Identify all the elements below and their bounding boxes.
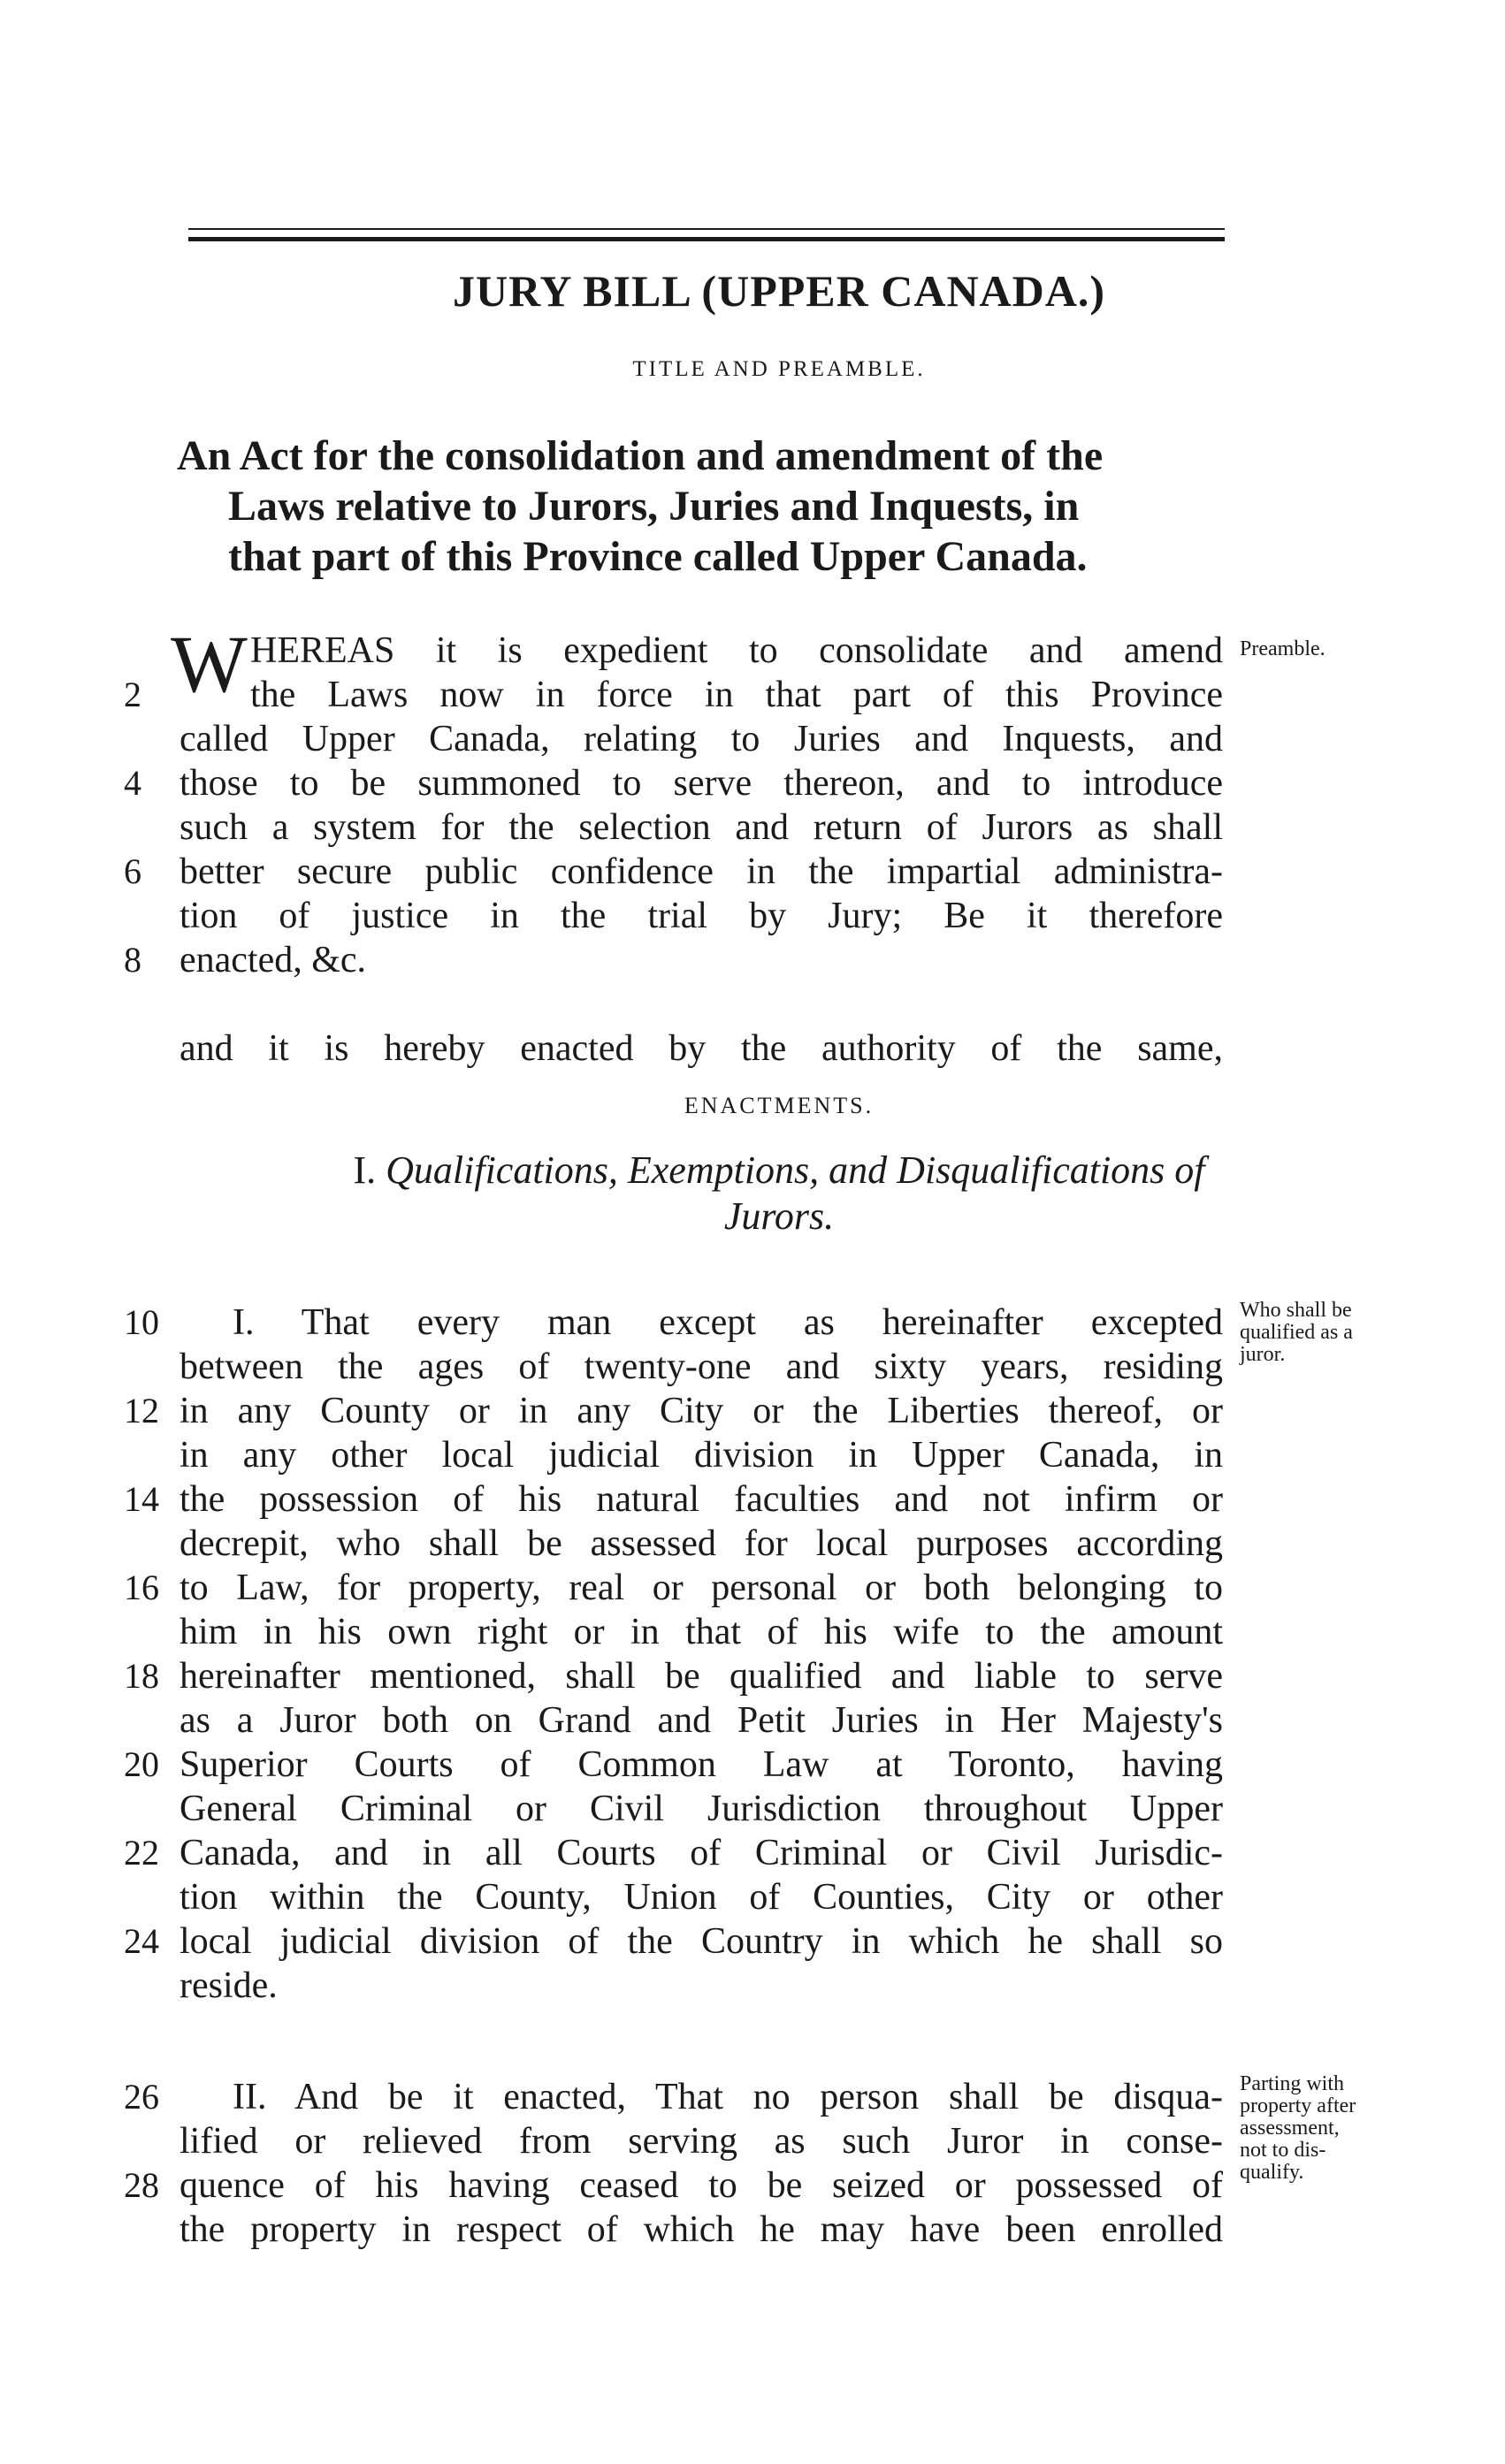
text-line [0,1655,1505,1699]
line-text: hereinafter mentioned, shall be qualified and liable to serve [180,1656,1223,1697]
line-text: the possession of his natural faculties and not infirm or [180,1479,1223,1520]
text-line [0,1478,1505,1522]
line-text: him in his own right or in that of his wife to the amount [180,1612,1223,1652]
margin-note-line: assessment, [1240,2117,1340,2140]
text-line [0,1964,1505,2009]
line-number: 28 [124,2165,159,2205]
margin-note-line: Parting with [1240,2072,1344,2095]
enacting-clause: and it is hereby enacted by the authority of the same, [180,1028,1223,1069]
line-number: 8 [124,940,141,980]
text-line [0,2076,1505,2120]
line-text: decrepit, who shall be assessed for local purposes according [180,1523,1223,1564]
text-line [0,1699,1505,1743]
line-number: 24 [124,1921,159,1961]
line-number: 14 [124,1479,159,1519]
enactments-heading: ENACTMENTS. [684,1093,875,1118]
preamble-drop-cap: W [171,619,248,709]
text-line [0,1027,1505,1072]
text-line [0,1920,1505,1964]
line-text: Superior Courts of Common Law at Toronto, having [180,1744,1223,1785]
line-number: 12 [124,1391,159,1430]
margin-note-line: Who shall be [1240,1299,1352,1322]
line-text: in any County or in any City or the Liberties thereof, or [180,1391,1223,1431]
line-text: lified or relieved from serving as such Juror in conse- [180,2121,1223,2162]
line-number: 18 [124,1656,159,1696]
text-line [0,1876,1505,1920]
text-line [0,2208,1505,2253]
line-text: General Criminal or Civil Jurisdiction throughout Upper [180,1789,1223,1829]
line-text: the Laws now in force in that part of this Province [250,675,1223,715]
line-text: those to be summoned to serve thereon, and to introduce [180,763,1223,804]
text-line [0,895,1505,939]
document-subtitle: TITLE AND PREAMBLE. [632,357,926,381]
text-line [0,629,1505,674]
line-text: to Law, for property, real or personal or both belonging to [180,1568,1223,1608]
line-text: Canada, and in all Courts of Criminal or Civil Jurisdic- [180,1833,1223,1873]
section-numeral: I. [353,1148,377,1192]
line-text: tion of justice in the trial by Jury; Be it therefore [180,896,1223,936]
text-line [0,674,1505,718]
text-line [0,2161,1505,2208]
text-line [0,939,1505,983]
top-rule-thin [188,228,1225,230]
text-line [0,851,1505,895]
line-number: 10 [124,1302,159,1342]
line-text: quence of his having ceased to be seized or possessed of [180,2165,1223,2206]
text-line [0,1522,1505,1567]
line-text: I. That every man except as hereinafter excepted [233,1302,1223,1343]
section-heading-line: Qualifications, Exemptions, and Disqualifications of [386,1148,1205,1192]
line-number: 6 [124,851,141,891]
line-number: 20 [124,1744,159,1784]
margin-note-line: qualified as a [1240,1321,1353,1344]
line-text: the property in respect of which he may have been enrolled [180,2209,1223,2250]
line-text: better secure public confidence in the impartial administra- [180,851,1223,892]
act-title-line: that part of this Province called Upper Canada. [228,533,1088,580]
section-heading-line: Jurors. [723,1194,835,1238]
text-line [0,1611,1505,1655]
margin-note-line: juror. [1240,1343,1286,1366]
line-number: 22 [124,1833,159,1873]
line-text: as a Juror both on Grand and Petit Juries in Her Majesty's [180,1700,1223,1741]
line-text: such a system for the selection and return of Jurors as shall [180,807,1223,848]
text-line [0,1743,1505,1788]
act-title-line: Laws relative to Jurors, Juries and Inquests, in [228,483,1080,530]
text-line [0,1390,1505,1434]
text-line [0,1788,1505,1832]
act-title [177,431,1225,582]
document-title: JURY BILL (UPPER CANADA.) [452,266,1106,316]
text-line [0,762,1505,806]
line-number: 2 [124,675,141,714]
section-heading [0,1148,1505,1193]
top-rule-thick [188,237,1225,241]
text-line [0,1434,1505,1478]
text-line [0,1343,1505,1390]
text-line [0,2120,1505,2164]
line-number: 16 [124,1568,159,1607]
text-line [0,806,1505,851]
line-text: reside. [180,1965,278,2006]
act-title-line: An Act for the consolidation and amendment of the [177,432,1104,479]
text-line [0,1301,1505,1346]
line-text: local judicial division of the Country in which he shall so [180,1921,1223,1962]
text-line [0,1832,1505,1876]
line-number: 26 [124,2077,159,2117]
line-text: in any other local judicial division in Upper Canada, in [180,1435,1223,1476]
margin-note-line: not to dis- [1240,2139,1326,2162]
margin-note-line: qualify. [1240,2161,1304,2184]
margin-note-line: property after [1240,2094,1356,2117]
line-text: II. And be it enacted, That no person shall be disqua- [233,2077,1223,2117]
line-number: 4 [124,763,141,803]
line-text: between the ages of twenty-one and sixty years, residing [180,1346,1223,1387]
line-text: tion within the County, Union of Counties, City or other [180,1877,1223,1918]
text-line [0,1567,1505,1611]
text-line [0,718,1505,762]
line-text: enacted, &c. [180,940,367,980]
line-text: called Upper Canada, relating to Juries and Inquests, and [180,719,1223,759]
margin-note-preamble: Preamble. [1240,637,1325,660]
line-text: HEREAS it is expedient to consolidate and amend [250,630,1223,671]
